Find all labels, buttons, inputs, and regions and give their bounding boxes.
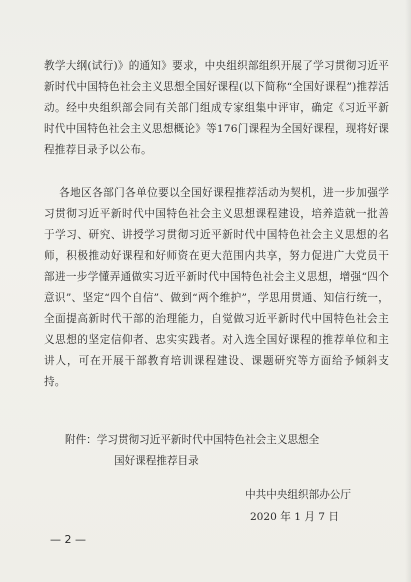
body-paragraph-1: 教学大纲(试行)》的通知》要求，中央组织部组织开展了学习贯彻习近平新时代中国特色社会主义思想全国好课程(以下简称“全国好课程”)推荐活动。经中央组织部会同有关部门组成专家组集中评审，确定《习近平新时代中国特色社会主义思想概论》等176门课程为全国好课程，现将好课程推荐目录予以公布。: [44, 60, 389, 156]
attachment-label: 附件：: [65, 434, 97, 446]
issue-date: 2020 年 1 月 7 日: [249, 511, 339, 523]
body-paragraph-2: 各地区各部门各单位要以全国好课程推荐活动为契机，进一步加强学习贯彻习近平新时代中国特色社会主义思想课程建设，培养造就一批善于学习、研究、讲授学习贯彻习近平新时代中国特色社会主义思想的名师，积极推动好课程和好师资在更大范围内共享，努力促进广大党员干部进一步学懂弄通做实习近平新时代中国特色社会主义思想，增强“四个意识”、坚定“四个自信”、做到“两个维护”，学思用贯通、知信行统一，全面提高新时代干部的治理能力，自觉做习近平新时代中国特色社会主义思想的坚定信仰者、忠实实践者。对入选全国好课程的推荐单位和主讲人，可在开展干部教育培训课程建设、课题研究等方面给予倾斜支持。: [44, 187, 389, 388]
attachment-title-line-2: 国好课程推荐目录: [114, 455, 199, 467]
page-edge-shadow: [405, 0, 411, 582]
page-number: — 2 —: [50, 533, 86, 546]
issuing-office: 中共中央组织部办公厅: [245, 489, 351, 501]
attachment-title-line-1: 学习贯彻习近平新时代中国特色社会主义思想全: [96, 434, 320, 446]
attachment-block: [44, 430, 389, 472]
